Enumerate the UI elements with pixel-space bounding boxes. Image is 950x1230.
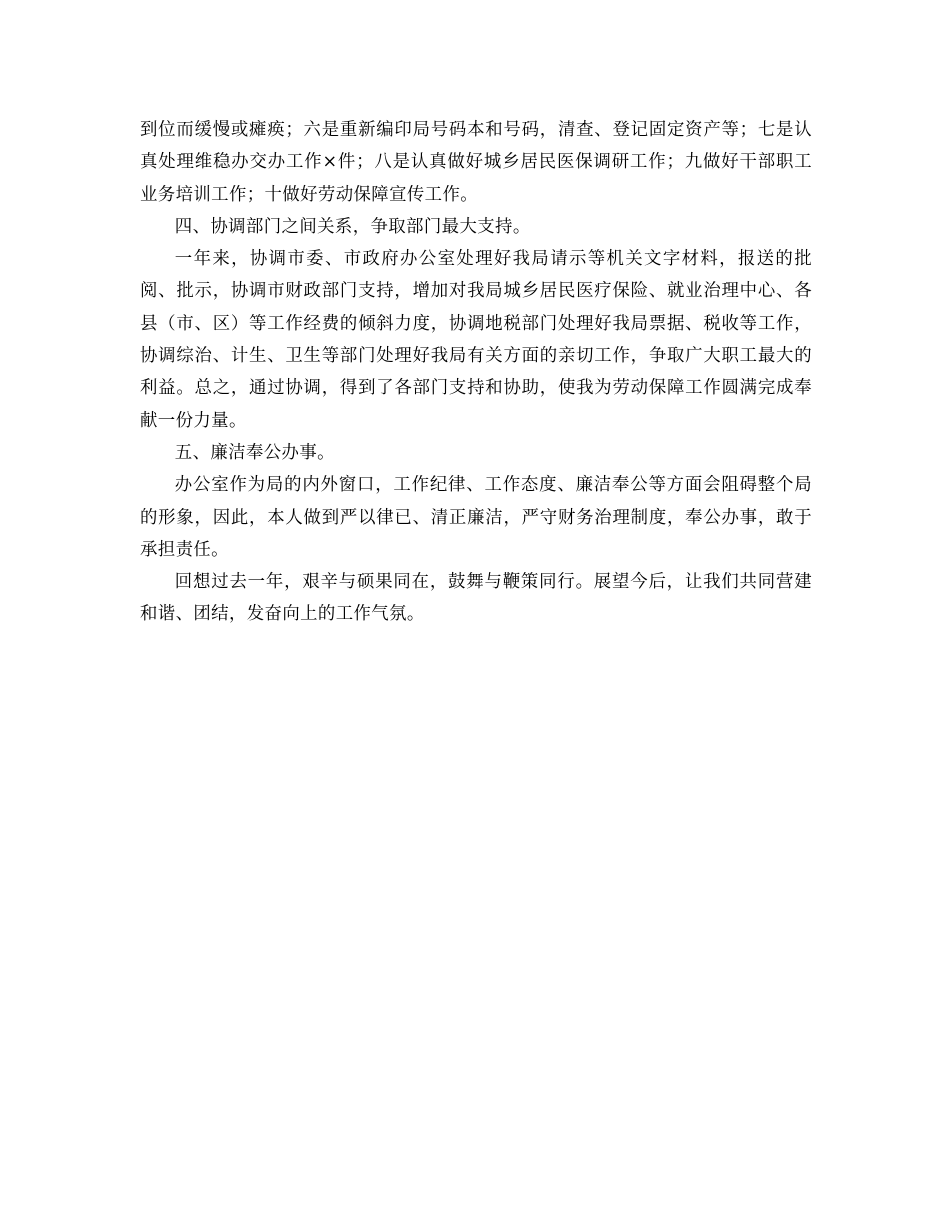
section-heading-integrity: 五、廉洁奉公办事。 xyxy=(174,442,335,463)
section-heading-coordination: 四、协调部门之间关系，争取部门最大支持。 xyxy=(174,216,531,237)
paragraph-integrity: 办公室作为局的内外窗口，工作纪律、工作态度、廉洁奉公等方面会阻碍整个局的形象，因此，本人做到严以律已、清正廉洁，严守财务治理制度，奉公办事，敢于承担责任。 xyxy=(140,475,812,560)
document-body xyxy=(140,114,812,631)
paragraph-coordination: 一年来，协调市委、市政府办公室处理好我局请示等机关文字材料，报送的批阅、批示，协调市财政部门支持，增加对我局城乡居民医疗保险、就业治理中心、各县（市、区）等工作经费的倾斜力度，协调地税部门处理好我局票据、税收等工作，协调综治、计生、卫生等部门处理好我局有关方面的亲切工作，争取广大职工最大的利益。总之，通过协调，得到了各部门支持和协助，使我为劳动保障工作圆满完成奉献一份力量。 xyxy=(140,249,812,431)
paragraph-continuation: 到位而缓慢或瘫痪；六是重新编印局号码本和号码，清查、登记固定资产等；七是认真处理维稳办交办工作×件；八是认真做好城乡居民医保调研工作；九做好干部职工业务培训工作；十做好劳动保障宣传工作。 xyxy=(140,120,812,205)
paragraph-closing: 回想过去一年，艰辛与硕果同在，鼓舞与鞭策同行。展望今后，让我们共同营建和谐、团结，发奋向上的工作气氛。 xyxy=(140,572,812,625)
